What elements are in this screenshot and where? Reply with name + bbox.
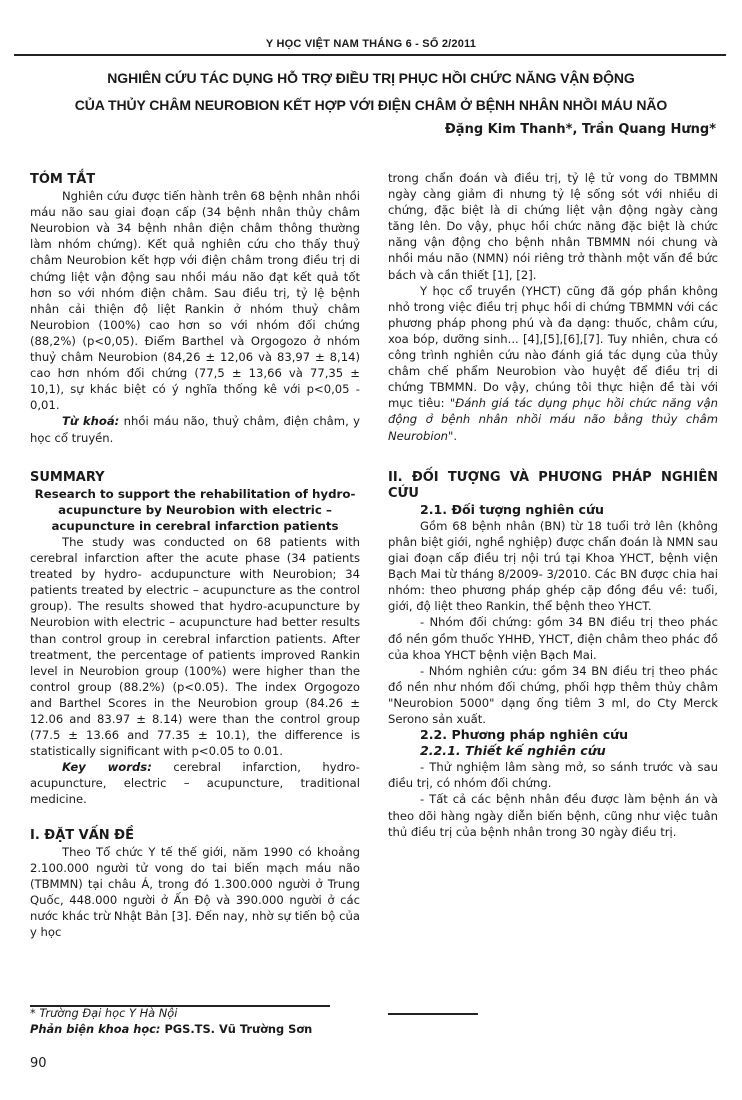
header-rule bbox=[14, 54, 726, 56]
paragraph-end: . bbox=[453, 428, 458, 443]
paragraph: - Nhóm đối chứng: gồm 34 BN điều trị theo phác đồ nền gồm thuốc YHHĐ, YHCT, điện châm theo phác đồ của khoa YHCT bệnh viện Bạch Mai. bbox=[388, 615, 718, 662]
subsection-2-2-1-heading: 2.2.1. Thiết kế nghiên cứu bbox=[420, 743, 606, 759]
journal-header: Y HỌC VIỆT NAM THÁNG 6 - SỐ 2/2011 bbox=[265, 38, 477, 50]
summary-heading: SUMMARY bbox=[30, 469, 105, 485]
left-column bbox=[30, 172, 360, 940]
column-end-rule bbox=[388, 1013, 478, 1015]
authors: Đặng Kim Thanh*, Trần Quang Hưng* bbox=[444, 122, 716, 137]
paragraph-text: Y học cổ truyền (YHCT) cũng đã góp phần không nhỏ trong việc điều trị phục hồi di chứng TBMMN với các phương pháp phong phú và đa dạng: thuốc, châm cứu, xoa bóp, dưỡng sinh... [4],[5],[6],[7]. Tuy nhiên, chưa có công trình nghiên cứu nào đánh giá tác dụng của thủy châm chế phẩm Neurobion vào huyệt để điều trị di chứng TBMMN. Do vậy, chúng tôi thực hiện đề tài với mục tiêu: bbox=[388, 283, 718, 411]
footnote-affiliation: * Trường Đại học Y Hà Nội bbox=[30, 1006, 178, 1020]
abstract-keywords bbox=[30, 413, 360, 445]
section-1-paragraph-2 bbox=[388, 283, 718, 444]
reviewer-name: PGS.TS. Vũ Trường Sơn bbox=[160, 1022, 313, 1036]
subsection-2-2-heading: 2.2. Phương pháp nghiên cứu bbox=[420, 727, 629, 743]
summary-body: The study was conducted on 68 patients with cerebral infarction after the acute phase (34 patients treated by hydro- acdupuncture with Neurobion; 34 patients treated by electric – acupuncture as the control group). The results showed that hydro-acupuncture by Neurobion with electric – acupuncture had better results than control group in cerebral infarction patients. After treatment, the percentage of patients improved Rankin level in Neurobion group (100%) were higher than the control group (88.2%) (p<0.05). The index Orgogozo and Barthel Scores in the Neurobion group (84.26 ± 12.06 and 83.97 ± 8.14) were than the control group (77.5 ± 13.66 and 77.35 ± 10.1), the difference is statistically significant with p<0.05 to 0.01. bbox=[30, 534, 360, 759]
reviewer-label: Phản biện khoa học: bbox=[30, 1022, 161, 1036]
right-column bbox=[388, 170, 718, 840]
section-1-paragraph: Theo Tổ chức Y tế thế giới, năm 1990 có khoảng 2.100.000 người tử vong do tai biến mạch máu não (TBMMN) tại châu Á, trong đó 1.300.000 người ở Trung Quốc, 448.000 người ở Ấn Độ và 390.000 người ở các nước khác trừ Nhật Bản [3]. Đến nay, nhờ sự tiến bộ của y học bbox=[30, 844, 360, 940]
paragraph: - Thử nghiệm lâm sàng mở, so sánh trước và sau điều trị, có nhóm đối chứng. bbox=[388, 760, 718, 791]
abstract-heading: TÓM TẮT bbox=[30, 172, 96, 187]
section-1-paragraph-continued: trong chẩn đoán và điều trị, tỷ lệ tử vong do TBMMN ngày càng giảm đi nhưng tỷ lệ sống sót với nhiều di chứng, đặc biệt là di chứng liệt vận động ngày càng tăng lên. Do vậy, phục hồi chức năng đặc biệt là chức năng vận động cho bệnh nhân TBMMN nói chung và nhồi máu não (NMN) nói riêng trở thành một vấn đề bức bách và cần thiết [1], [2]. bbox=[388, 171, 718, 282]
section-2-heading: II. ĐỐI TƯỢNG VÀ PHƯƠNG PHÁP NGHIÊN CỨU bbox=[388, 469, 718, 501]
keywords-text: nhồi máu não, thuỷ châm, điện châm, y học cổ truyền. bbox=[30, 414, 361, 445]
keywords-label: Từ khoá: bbox=[62, 414, 120, 429]
title-text: CỦA THỦY CHÂM NEUROBION KẾT HỢP VỚI ĐIỆN CHÂM Ở BỆNH NHÂN NHỒI MÁU NÃO bbox=[74, 97, 668, 113]
study-objective: "Đánh giá tác dụng phục hồi chức năng vận động ở bệnh nhân nhồi máu não bằng thủy châm Neurobion" bbox=[388, 396, 718, 443]
keywords-text: cerebral infarction, hydro-acupuncture, electric – acupuncture, traditional medicine. bbox=[30, 760, 360, 807]
subsection-2-1-heading: 2.1. Đối tượng nghiên cứu bbox=[420, 501, 604, 517]
title-text: NGHIÊN CỨU TÁC DỤNG HỖ TRỢ ĐIỀU TRỊ PHỤC HỒI CHỨC NĂNG VẬN ĐỘNG bbox=[107, 70, 635, 86]
paragraph: - Tất cả các bệnh nhân đều được làm bệnh án và theo dõi hàng ngày diễn biến bệnh, cũng như việc tuân thủ điều trị của bệnh nhân trong 30 ngày điều trị. bbox=[388, 792, 718, 839]
abstract-body: Nghiên cứu được tiến hành trên 68 bệnh nhân nhồi máu não sau giai đoạn cấp (34 bệnh nhân thủy châm Neurobion và 34 bệnh nhân điện châm thông thường làm nhóm chứng). Kết quả nghiên cứu cho thấy thuỷ châm Neurobion kết hợp với điện châm trong điều trị di chứng liệt vận động sau nhồi máu não đạt kết quả tốt hơn so với nhóm điện châm. Sau điều trị, tỷ lệ bệnh nhân cải thiện độ liệt Rankin ở nhóm thuỷ châm Neurobion (100%) cao hơn so với nhóm đối chứng (88,2%) (p<0,05). Điểm Barthel và Orgogozo ở nhóm thuỷ châm Neurobion (84,26 ± 12,06 và 83,97 ± 8,14) cao hơn nhóm đối chứng (77,5 ± 13,66 và 77,35 ± 10,1), sự khác biệt có ý nghĩa thống kê với p<0,05 - 0,01. bbox=[30, 189, 360, 413]
summary-title: Research to support the rehabilitation of hydro-acupuncture by Neurobion with electric – acupuncture in cerebral infarction patients bbox=[34, 486, 356, 533]
paragraph: - Nhóm nghiên cứu: gồm 34 BN điều trị theo phác đồ nền như nhóm đối chứng, phối hợp thêm thủy châm "Neurobion 5000" dạng ống tiêm 3 ml, do Cty Merck Serono sản xuất. bbox=[388, 663, 718, 726]
article-title-line-2 bbox=[20, 97, 722, 113]
keywords-label: Key words: bbox=[62, 760, 152, 775]
article-title-line-1 bbox=[20, 70, 722, 86]
section-1-heading: I. ĐẶT VẤN ĐỀ bbox=[30, 827, 134, 843]
page-number: 90 bbox=[30, 1056, 47, 1071]
footnote-reviewer bbox=[30, 1022, 312, 1036]
summary-keywords bbox=[30, 759, 360, 807]
paragraph: Gồm 68 bệnh nhân (BN) từ 18 tuổi trở lên (không phân biệt giới, nghề nghiệp) được chẩn đoán là NMN sau giai đoạn cấp điều trị nội trú tại Khoa YHCT, bệnh viện Bạch Mai từ tháng 8/2009- 3/2010. Các BN được chia hai nhóm: theo phương pháp ghép cặp đồng đều về: tuổi, giới, độ liệt theo Rankin, thể bệnh theo YHCT. bbox=[388, 518, 718, 614]
